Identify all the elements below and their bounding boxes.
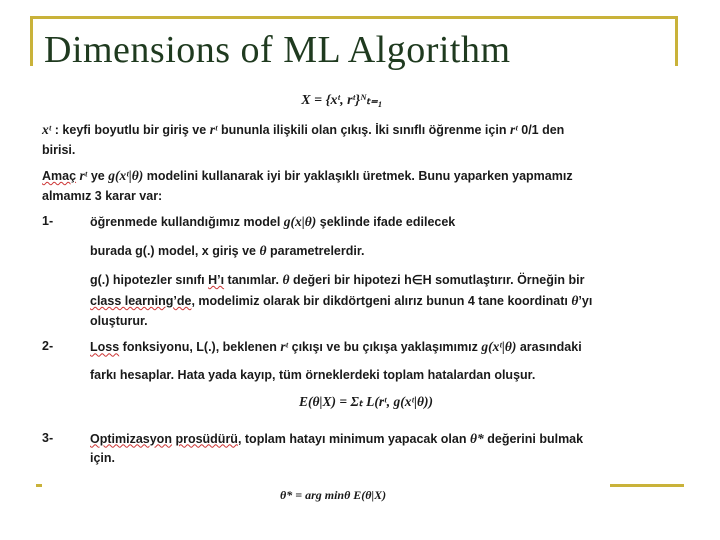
item3-theta-star: θ* xyxy=(469,430,484,446)
amac-ye: ye xyxy=(90,168,105,183)
item1-theta: θ xyxy=(259,243,267,259)
slide-title: Dimensions of ML Algorithm xyxy=(44,29,511,71)
item1-line3u: H’ı xyxy=(208,273,225,288)
item1-line4u1: class learning’de xyxy=(90,294,192,309)
item2-text-b: çıkışı ve bu çıkışa yaklaşımımız xyxy=(291,340,478,355)
item1-theta-2: θ xyxy=(282,272,290,288)
frame-bottom-right-rule xyxy=(610,484,684,487)
item1-line4c: ’yı xyxy=(578,294,593,309)
item2-line2: farkı hesaplar. Hata yada kayıp, tüm örneklerdeki toplam hatalardan oluşur. xyxy=(90,368,536,383)
amac-paragraph xyxy=(42,166,642,206)
argmin-equation: θ* = arg minθ E(θ|X) xyxy=(280,488,387,502)
amac-word: Amaç xyxy=(42,168,77,183)
intro-text-3: 0/1 den xyxy=(521,122,565,137)
item1-line5: oluşturur. xyxy=(90,313,148,328)
item-number: 2- xyxy=(42,339,54,354)
item1-g-expression: g(x|θ) xyxy=(283,214,317,230)
frame-bottom-left-rule xyxy=(36,484,42,487)
item2-line2 xyxy=(90,366,642,385)
item3-line2 xyxy=(90,449,642,468)
slide-content xyxy=(42,88,642,475)
item-body xyxy=(90,337,642,422)
item3-proc: prosüdürü xyxy=(175,431,238,446)
intro-text-4: birisi. xyxy=(42,142,76,157)
frame-right-rule xyxy=(675,16,678,66)
item1-line2b: parametrelerdir. xyxy=(270,244,365,259)
intro-paragraph xyxy=(42,120,642,160)
amac-g-expression: g(xᵗ|θ) xyxy=(108,167,144,183)
item1-line3b: tanımlar. xyxy=(227,273,279,288)
item1-line3 xyxy=(90,270,642,291)
xt-symbol: xᵗ xyxy=(42,121,52,137)
dataset-equation: X = {xᵗ, rᵗ}ᴺₜ₌₁ xyxy=(301,93,383,108)
item3-line2: için. xyxy=(90,451,116,466)
item1-text-a: öğrenmede kullandığımız model xyxy=(90,215,281,230)
item1-line3a: g(.) hipotezler sınıfı xyxy=(90,273,205,288)
item1-theta-3: θ xyxy=(571,293,579,309)
item2-text-c: arasındaki xyxy=(519,340,582,355)
list-item xyxy=(42,337,642,422)
intro-text-1: : keyfi boyutlu bir giriş ve xyxy=(54,122,207,137)
item1-line5 xyxy=(90,312,642,331)
item2-line1 xyxy=(90,337,642,358)
item-body xyxy=(90,429,642,469)
item2-rt: rᵗ xyxy=(280,339,289,355)
item-body xyxy=(90,212,642,331)
item1-line4b: , modelimiz olarak bir dikdörtgeni alırız bunun 4 tane koordinatı xyxy=(191,294,568,309)
frame-left-rule xyxy=(30,16,33,66)
item1-line2 xyxy=(90,241,642,262)
amac-text: modelini kullanarak iyi bir yaklaşıklı üretmek. Bunu yaparken yapmamız xyxy=(146,168,573,183)
item3-text-a: , toplam hatayı minimum yapacak olan xyxy=(237,431,467,446)
item1-line3c: değeri bir hipotezi h∈H somutlaştırır. Örneğin bir xyxy=(292,273,585,288)
frame-top-rule xyxy=(30,16,678,19)
item1-text-b: şeklinde ifade edilecek xyxy=(319,215,456,230)
item2-g-expression: g(xᵗ|θ) xyxy=(481,339,517,355)
rt-symbol: rᵗ xyxy=(209,121,218,137)
rt-symbol-2: rᵗ xyxy=(509,121,518,137)
item1-line2a: burada g(.) model, x giriş ve xyxy=(90,244,257,259)
item1-line4 xyxy=(90,291,642,312)
list-item xyxy=(42,212,642,331)
error-equation: E(θ|X) = Σₜ L(rᵗ, g(xᵗ|θ)) xyxy=(299,393,433,409)
item-number: 3- xyxy=(42,430,54,445)
amac-rt-symbol: rᵗ xyxy=(79,167,88,183)
intro-text-2: bununla ilişkili olan çıkış. İki sınıflı öğrenme için xyxy=(220,122,507,137)
item-number: 1- xyxy=(42,214,54,229)
list-item xyxy=(42,429,642,469)
amac-text-2: almamız 3 karar var: xyxy=(42,188,163,203)
item1-line1 xyxy=(90,212,642,233)
item2-loss: Loss xyxy=(90,340,120,355)
item3-text-b: değerini bulmak xyxy=(487,431,584,446)
item2-text-a: fonksiyonu, L(.), beklenen xyxy=(122,340,277,355)
item3-opt: Optimizasyon xyxy=(90,431,172,446)
item3-line1 xyxy=(90,429,642,450)
